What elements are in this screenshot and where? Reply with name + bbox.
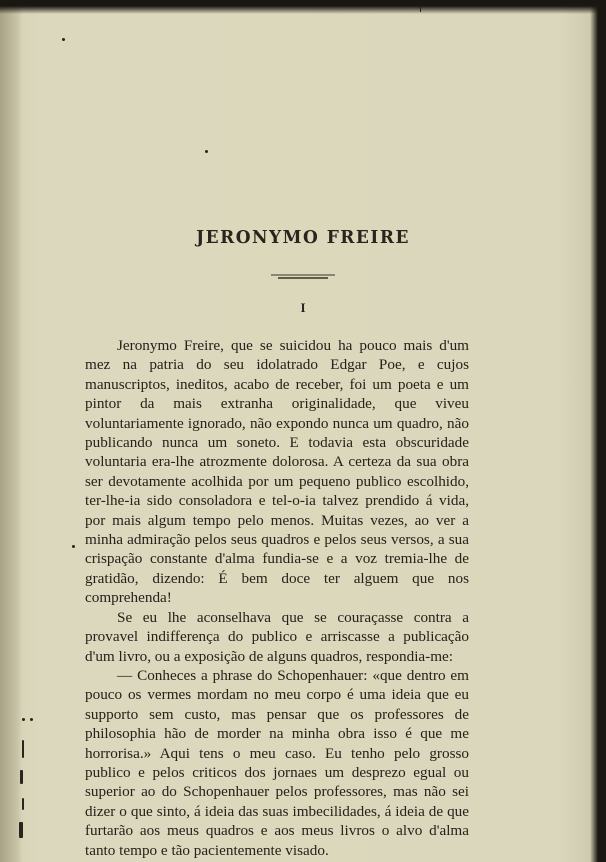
page-binding-shadow	[0, 0, 22, 862]
ornament-rule-icon	[268, 273, 338, 281]
ink-speck	[22, 740, 24, 758]
paragraph-1: Jeronymo Freire, que se suicidou ha pouco mais d'um mez na patria do seu idolatrado Edgar Poe, e cujos manuscriptos, ineditos, acabo de receber, foi um poeta e um pintor da mais extranha originalidade, que viveu voluntariamente ignorado, não expondo nunca um quadro, não publicando nunca um soneto. E todavia esta obscuridade voluntaria era-lhe atrozmente dolorosa. A certeza da sua obra ser devotamente acolhida por um pequeno publico escolhido, ter-lhe-ia sido consoladora e tel-o-ia talvez prendido á vida, por mais algum tempo pelo menos. Muitas vezes, ao ver a minha admiração pelos seus quadros e pelos seus versos, a sua crispação constante d'alma fundia-se e a voz tremia-lhe de gratidão, dizendo: É bem doce ter alguem que nos comprehenda!	[85, 337, 469, 607]
page-top-edge	[0, 0, 606, 14]
ink-speck	[205, 150, 208, 153]
ink-speck	[30, 718, 33, 721]
paragraph-3: — Conheces a phrase do Schopenhauer: «que dentro em pouco os vermes mordam no meu corpo é uma ideia que eu supporto sem custo, mas pensar que os professores de philosophia hão de morder na minha obra isso é que me horrorisa.» Aqui tens o meu caso. Eu tenho pelo grosso publico e pelos criticos dos jornaes um desprezo egual ou superior ao do Schopenhauer pelos professores, mas não sei dizer o que sinto, á ideia das suas imbecilidades, á ideia de que furtarão aos meus quadros e aos meus livros o alvo d'alma tanto tempo e tão pacientemente visado.	[85, 666, 469, 859]
paragraph-2: Se eu lhe aconselhava que se couraçasse contra a provavel indifferença do publico e arriscasse a publicação d'um livro, ou a exposição de alguns quadros, respondia-me:	[85, 608, 469, 665]
chapter-title: JERONYMO FREIRE	[196, 227, 410, 249]
ink-speck	[72, 545, 75, 548]
body-text	[85, 336, 469, 860]
ink-speck	[62, 38, 65, 41]
ink-speck	[22, 718, 25, 721]
section-number: I	[300, 300, 306, 315]
ink-speck	[20, 770, 23, 784]
ink-speck	[22, 798, 24, 810]
ink-speck	[19, 822, 23, 838]
ink-speck	[420, 6, 421, 12]
title-ornament-rule	[0, 268, 606, 286]
